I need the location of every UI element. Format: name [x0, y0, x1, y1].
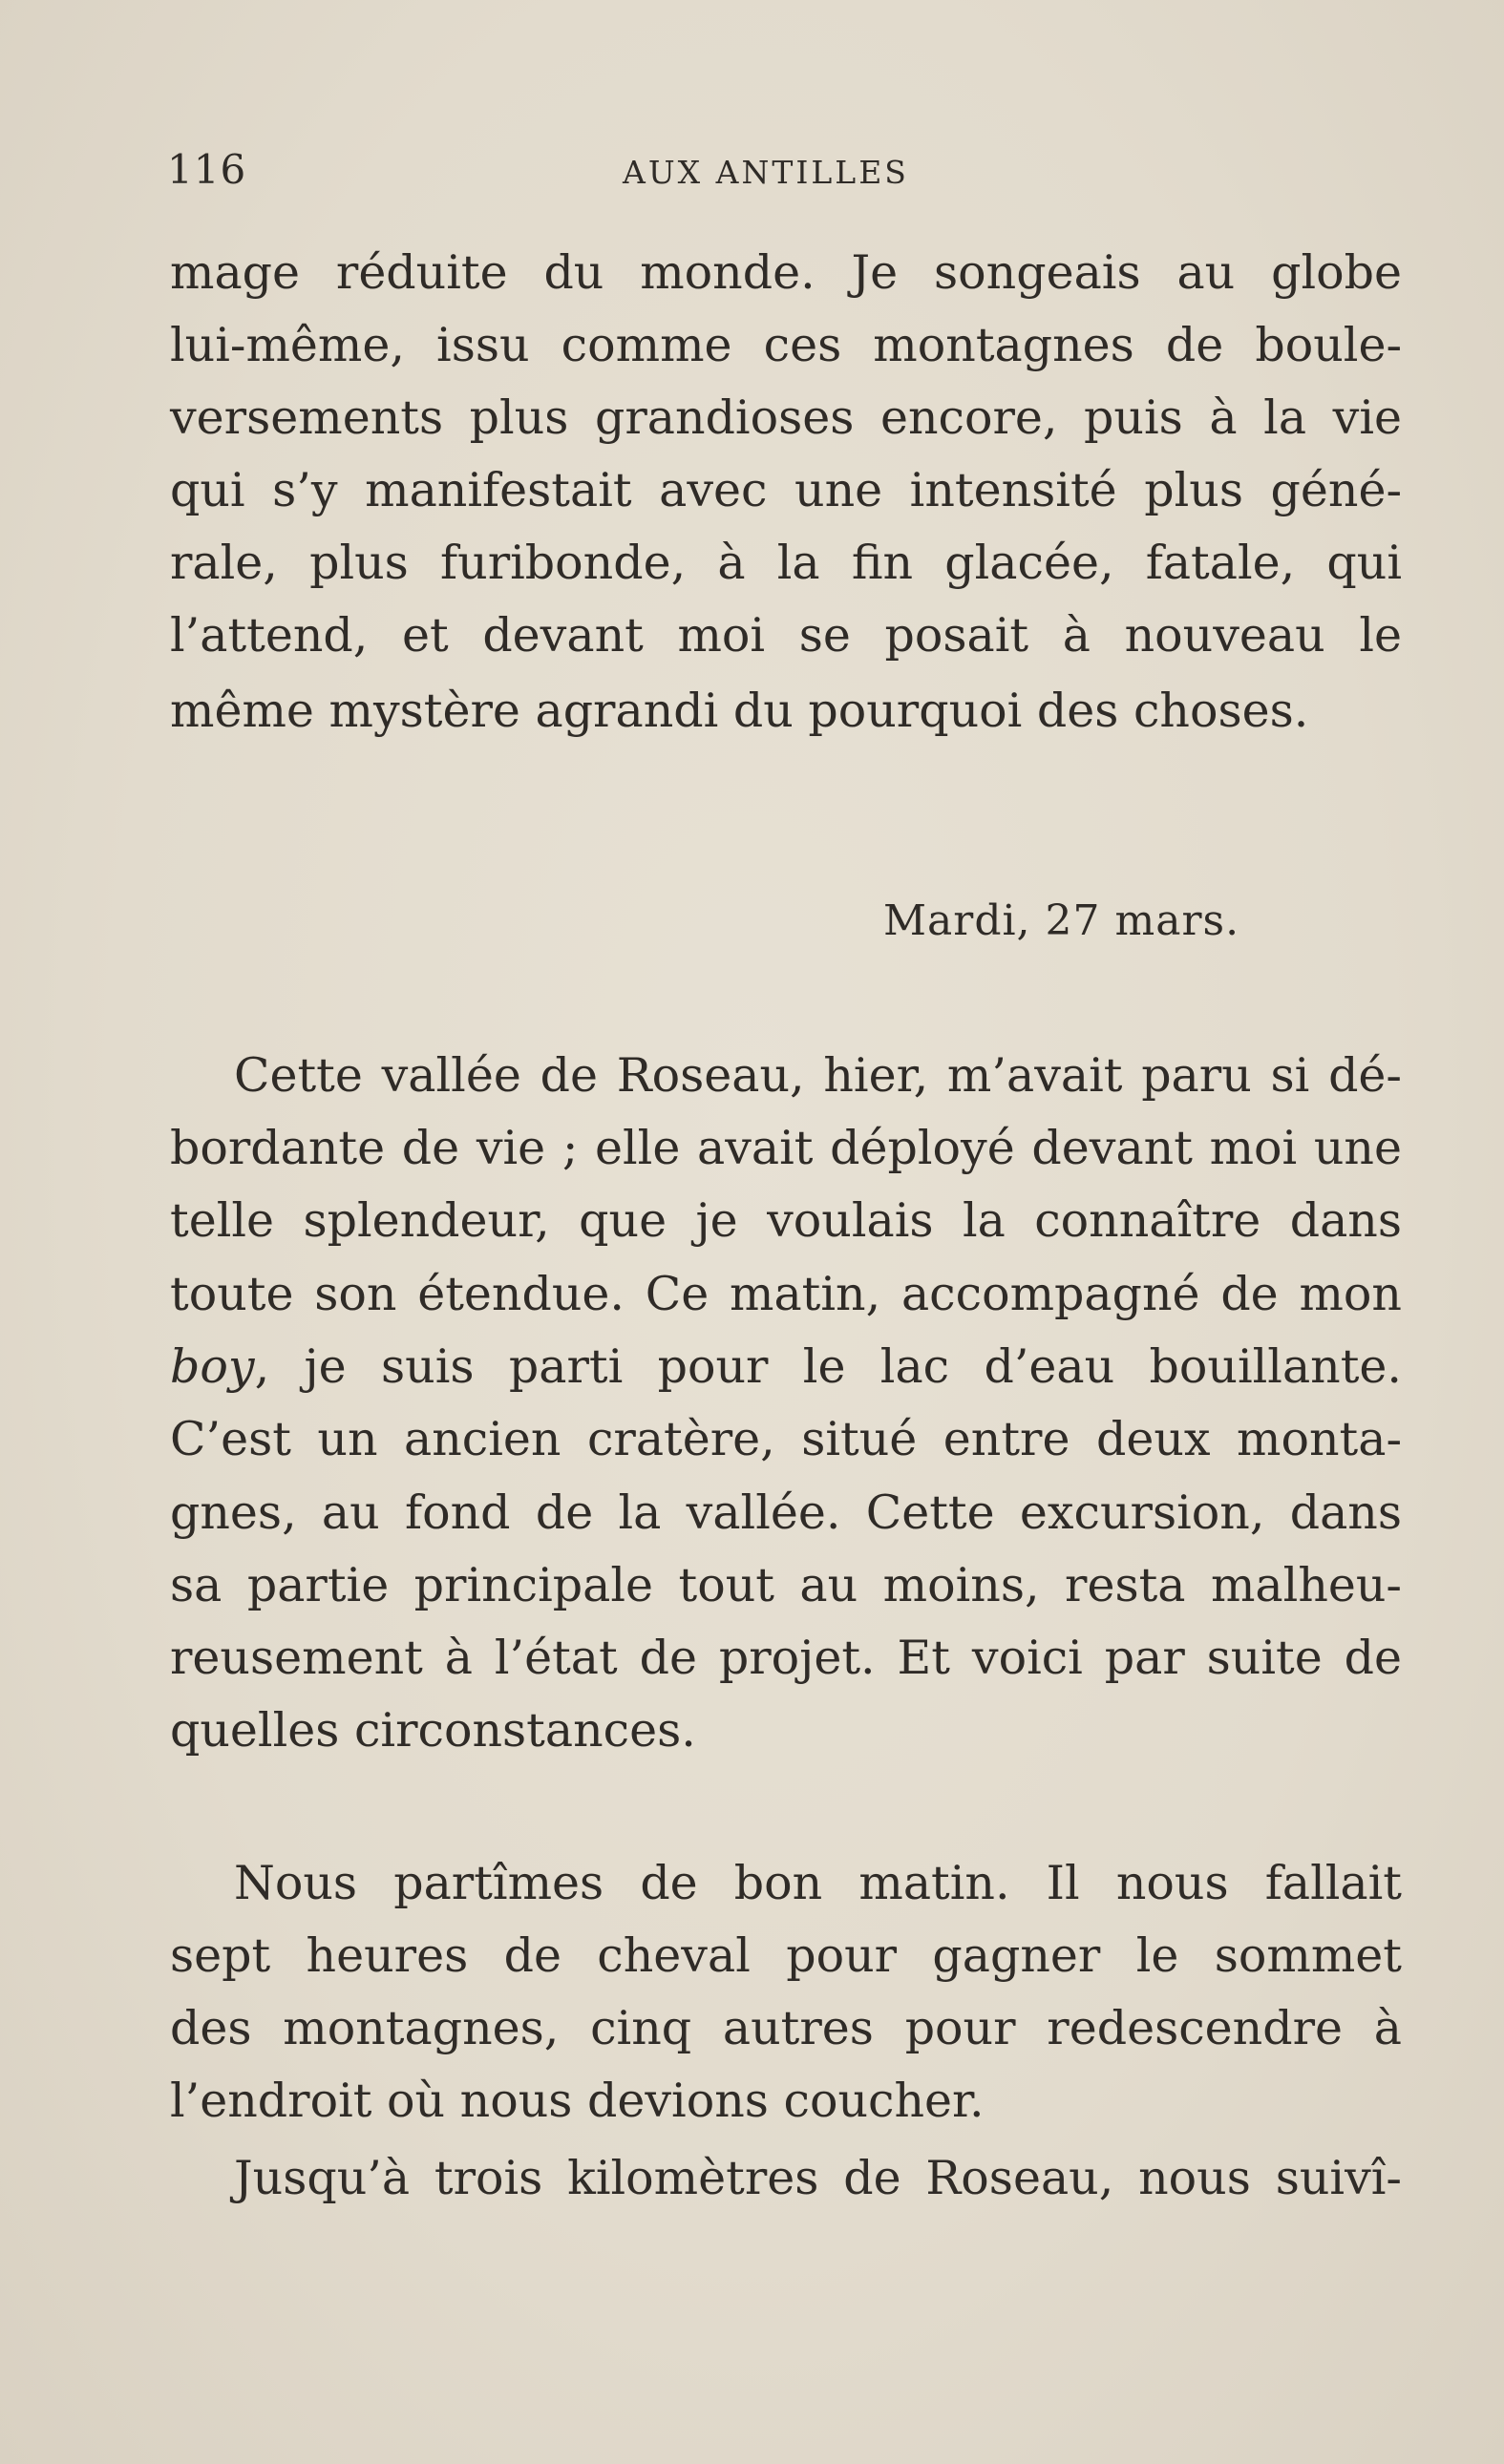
text-line: Cette vallée de Roseau, hier, m’avait paru si dé- — [234, 1048, 1402, 1103]
text-line: des montagnes, cinq autres pour redescendre à — [170, 2001, 1402, 2055]
text-line: toute son étendue. Ce matin, accompagné de mon — [170, 1267, 1402, 1321]
dateline: Mardi, 27 mars. — [883, 896, 1240, 945]
text-line: même mystère agrandi du pourquoi des choses. — [170, 684, 1309, 738]
text-line: bordante de vie ; elle avait déployé devant moi une — [170, 1121, 1402, 1175]
page-header — [164, 143, 1406, 200]
text-line: Jusqu’à trois kilomètres de Roseau, nous suivî- — [234, 2151, 1402, 2205]
text-line — [170, 1336, 1402, 1399]
text-line: rale, plus furibonde, à la fin glacée, fatale, qui — [170, 536, 1402, 590]
text-line: C’est un ancien cratère, situé entre deux monta- — [170, 1412, 1402, 1466]
text-line: l’attend, et devant moi se posait à nouveau le — [170, 608, 1402, 663]
text-line: Nous partîmes de bon matin. Il nous fallait — [234, 1856, 1402, 1910]
text-line: mage réduite du monde. Je songeais au globe — [170, 245, 1402, 300]
text-line: versements plus grandioses encore, puis à la vie — [170, 390, 1402, 445]
text-line-rest: , je suis parti pour le lac d’eau bouillante. — [254, 1339, 1402, 1394]
text-line: sept heures de cheval pour gagner le sommet — [170, 1928, 1402, 1983]
text-line: gnes, au fond de la vallée. Cette excursion, dans — [170, 1485, 1402, 1540]
italic-word: boy — [170, 1339, 255, 1394]
text-line: sa partie principale tout au moins, resta malheu- — [170, 1558, 1402, 1612]
text-line: qui s’y manifestait avec une intensité plus géné- — [170, 463, 1402, 517]
page-number: 116 — [167, 146, 247, 193]
text-line: l’endroit où nous devions coucher. — [170, 2074, 985, 2128]
text-line: lui-même, issu comme ces montagnes de boule- — [170, 318, 1402, 372]
running-title: AUX ANTILLES — [623, 154, 909, 191]
text-line: quelles circonstances. — [170, 1703, 696, 1758]
text-line: reusement à l’état de projet. Et voici par suite de — [170, 1631, 1402, 1685]
text-line: telle splendeur, que je voulais la connaître dans — [170, 1193, 1402, 1248]
